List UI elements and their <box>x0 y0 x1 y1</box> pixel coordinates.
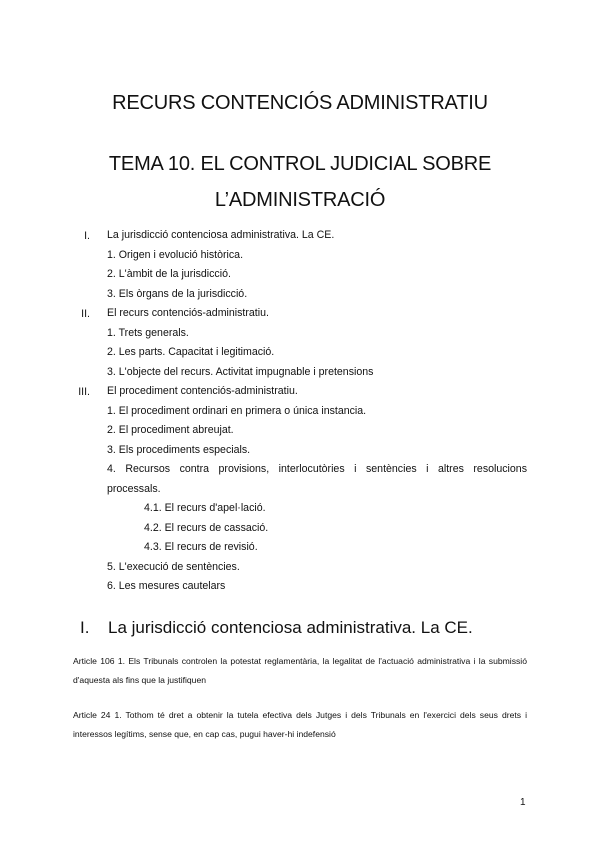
toc-item: 4. Recursos contra provisions, interlocutòries i sentències i altres resolucions <box>107 463 527 475</box>
section-title: La jurisdicció contenciosa administrativa. La CE. <box>108 618 473 637</box>
toc-item: El procediment contenciós-administratiu. <box>107 385 298 397</box>
article-paragraph: Article 106 1. Els Tribunals controlen la potestat reglamentària, la legalitat de l'actuació administrativa i la submissió d'aquesta als fins que la justifiquen <box>73 656 527 685</box>
toc-item: processals. <box>107 482 161 495</box>
toc-subitem: 4.2. El recurs de cassació. <box>144 521 269 534</box>
toc-item: 2. Les parts. Capacitat i legitimació. <box>107 346 275 358</box>
toc-item: 1. Trets generals. <box>107 326 189 339</box>
toc-item: 2. L'àmbit de la jurisdicció. <box>107 268 231 280</box>
toc-item: 3. Els òrgans de la jurisdicció. <box>107 287 248 300</box>
toc-item: 3. L'objecte del recurs. Activitat impugnable i pretensions <box>107 365 374 378</box>
toc-subitem: 4.3. El recurs de revisió. <box>144 541 258 553</box>
toc-roman-numeral: I. <box>84 230 90 242</box>
toc-item: 5. L'execució de sentències. <box>107 560 240 573</box>
toc-item: 1. El procediment ordinari en primera o única instancia. <box>107 404 367 417</box>
toc-item: 6. Les mesures cautelars <box>107 580 226 592</box>
document-title: RECURS CONTENCIÓS ADMINISTRATIU <box>112 92 488 114</box>
toc-roman-numeral: III. <box>78 386 90 398</box>
section-number: I. <box>80 618 90 637</box>
toc-item: La jurisdicció contenciosa administrativa. La CE. <box>107 229 335 241</box>
document-subtitle: TEMA 10. EL CONTROL JUDICIAL SOBRE L’ADMINISTRACIÓ <box>108 153 492 211</box>
toc-item: 2. El procediment abreujat. <box>107 424 234 436</box>
toc-item: El recurs contenciós-administratiu. <box>107 307 269 319</box>
toc-subitem: 4.1. El recurs d'apel·lació. <box>144 502 266 514</box>
toc-item: 1. Origen i evolució històrica. <box>107 248 244 261</box>
article-paragraph: Article 24 1. Tothom té dret a obtenir la tutela efectiva dels Jutges i dels Tribunals en l'exercici dels seus drets i interessos legítims, sense que, en cap cas, pugui haver-hi indefensió <box>73 710 527 739</box>
section-heading <box>80 618 473 638</box>
toc-roman-numeral: II. <box>81 308 90 320</box>
page-number: 1 <box>520 797 526 808</box>
toc-item: 3. Els procediments especials. <box>107 443 251 456</box>
